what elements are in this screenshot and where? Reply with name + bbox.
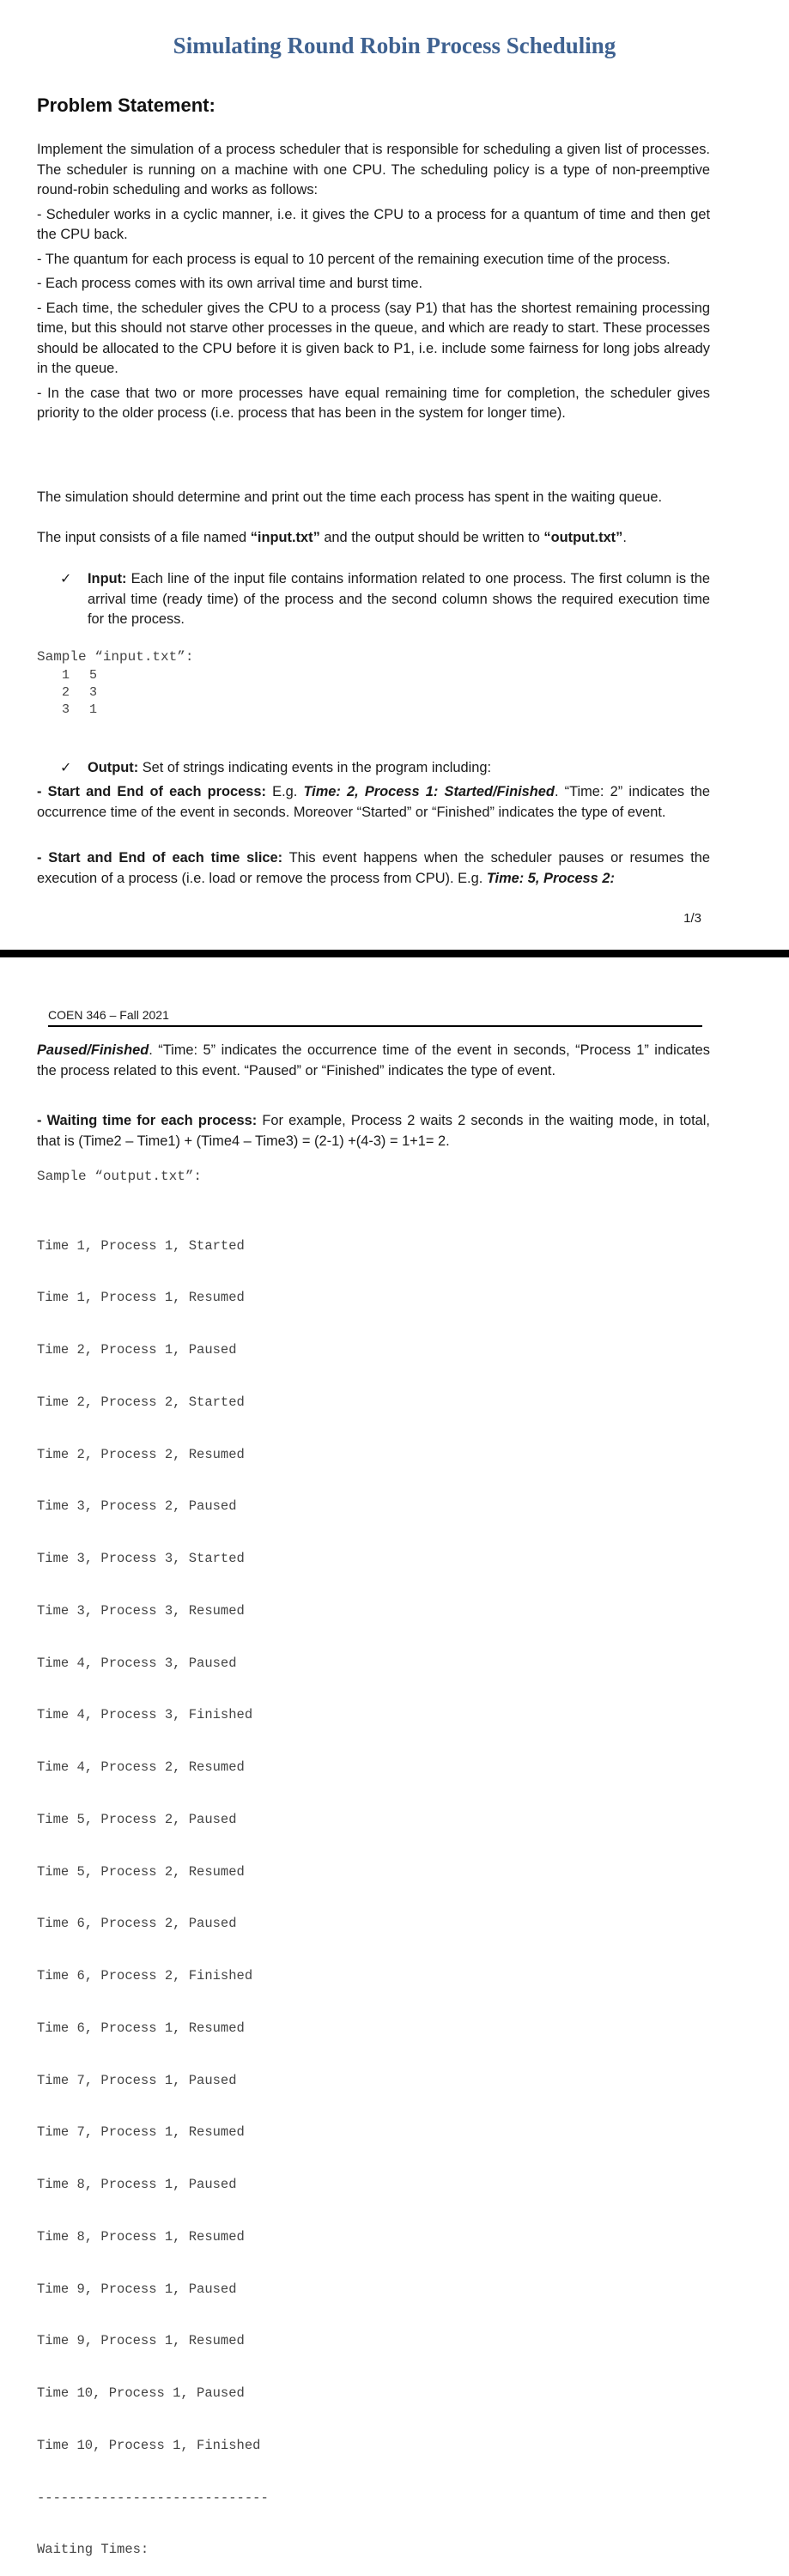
- output-line: Time 2, Process 2, Started: [37, 1394, 245, 1410]
- output-line: Time 6, Process 1, Resumed: [37, 2020, 245, 2036]
- sample-input-table: [62, 667, 117, 719]
- output-line: Time 3, Process 2, Paused: [37, 1498, 237, 1515]
- output-line: Time 4, Process 2, Resumed: [37, 1759, 245, 1775]
- input-row: 3 1: [62, 702, 98, 717]
- page-divider: [0, 950, 789, 957]
- document-page-1: [0, 0, 789, 950]
- output-line: Time 2, Process 2, Resumed: [37, 1446, 245, 1462]
- problem-description: [37, 140, 710, 428]
- output-line: Time 10, Process 1, Finished: [37, 2437, 261, 2453]
- output-line: Time 6, Process 2, Paused: [37, 1916, 237, 1932]
- output-line: Time 2, Process 1, Paused: [37, 1342, 237, 1358]
- output-line: Time 6, Process 2, Finished: [37, 1968, 253, 1984]
- input-row: 1 5: [62, 668, 98, 683]
- output-line: Time 7, Process 1, Paused: [37, 2072, 237, 2088]
- output-line: Time 10, Process 1, Paused: [37, 2385, 245, 2401]
- start-end-process: - Start and End of each process: E.g. Time: 2, Process 1: Started/Finished. “Time: 2” indicates the occurrence time of the event in seconds. Moreover “Started” or “Finished” indicates the type of event.: [37, 784, 710, 820]
- output-line: Time 9, Process 1, Resumed: [37, 2333, 245, 2349]
- output-line: Time 4, Process 3, Paused: [37, 1655, 237, 1671]
- output-divider: -----------------------------: [37, 2489, 269, 2506]
- continued-paragraph: Paused/Finished. “Time: 5” indicates the occurrence time of the event in seconds, “Process 1” indicates the process related to this event. “Paused” or “Finished” indicates the type of event.: [37, 1042, 710, 1078]
- checkmark-icon: ✓: [60, 761, 72, 775]
- checkmark-icon: ✓: [60, 572, 72, 586]
- output-line: Time 4, Process 3, Finished: [37, 1707, 253, 1723]
- output-line: Time 1, Process 1, Started: [37, 1237, 245, 1254]
- example-event: Time: 2, Process 1: Started/Finished: [303, 784, 555, 799]
- simulation-note: The simulation should determine and print out the time each process has spent in the waiting queue.: [37, 489, 662, 505]
- output-line: Time 5, Process 2, Resumed: [37, 1863, 245, 1880]
- sample-input-label: Sample “input.txt”:: [37, 649, 194, 665]
- waiting-times-label: Waiting Times:: [37, 2542, 149, 2558]
- output-item: ✓ Output: Set of strings indicating events in the program including:: [60, 758, 710, 779]
- input-item: ✓ Input: Each line of the input file contains information related to one process. The first column is the arrival time (ready time) of the process and the second column shows the required execution time for the process.: [60, 571, 710, 627]
- io-note: The input consists of a file named “input.txt” and the output should be written to “output.txt”.: [37, 530, 627, 545]
- input-row: 2 3: [62, 685, 98, 700]
- example-event: Time: 5, Process 2:: [486, 870, 615, 886]
- sample-output-listing: [37, 1202, 269, 2576]
- output-line: Time 7, Process 1, Resumed: [37, 2124, 245, 2141]
- document-title: Simulating Round Robin Process Scheduling: [173, 33, 616, 58]
- course-header: COEN 346 – Fall 2021: [48, 1008, 702, 1027]
- intro-paragraph: Implement the simulation of a process scheduler that is responsible for scheduling a given list of processes. The scheduler is running on a machine with one CPU. The scheduling policy is a type of non-preemptive round-robin scheduling and works as follows:: [37, 142, 710, 197]
- rule-item: - In the case that two or more processes have equal remaining time for completion, the scheduler gives priority to the older process (i.e. process that has been in the system for longer time).: [37, 385, 710, 421]
- output-line: Time 3, Process 3, Resumed: [37, 1602, 245, 1619]
- rule-item: - The quantum for each process is equal to 10 percent of the remaining execution time of the process.: [37, 251, 671, 267]
- output-label: Output:: [88, 760, 139, 775]
- rule-item: - Each process comes with its own arrival time and burst time.: [37, 276, 423, 291]
- example-event: Paused/Finished: [37, 1042, 149, 1058]
- output-line: Time 8, Process 1, Resumed: [37, 2228, 245, 2245]
- waiting-time-description: - Waiting time for each process: For example, Process 2 waits 2 seconds in the waiting mode, in total, that is (Time2 – Time1) + (Time4 – Time3) = (2-1) +(4-3) = 1+1= 2.: [37, 1113, 710, 1149]
- input-filename: “input.txt”: [250, 530, 320, 545]
- rule-item: - Scheduler works in a cyclic manner, i.e. it gives the CPU to a process for a quantum of time and then get the CPU back.: [37, 206, 710, 242]
- input-label: Input:: [88, 571, 127, 586]
- output-filename: “output.txt”: [543, 530, 623, 545]
- start-end-slice: - Start and End of each time slice: This event happens when the scheduler pauses or resumes the execution of a process (i.e. load or remove the process from CPU). E.g. Time: 5, Process 2:: [37, 850, 711, 886]
- output-line: Time 9, Process 1, Paused: [37, 2281, 237, 2297]
- sample-output-label: Sample “output.txt”:: [37, 1169, 203, 1184]
- page-number: 1/3: [683, 911, 701, 926]
- output-line: Time 5, Process 2, Paused: [37, 1811, 237, 1827]
- problem-statement-heading: Problem Statement:: [37, 94, 215, 116]
- output-line: Time 1, Process 1, Resumed: [37, 1290, 245, 1306]
- output-line: Time 8, Process 1, Paused: [37, 2177, 237, 2192]
- rule-item: - Each time, the scheduler gives the CPU to a process (say P1) that has the shortest remaining processing time, but this should not starve other processes in the queue, and which are ready to start. These processes should be allocated to the CPU before it is given back to P1, i.e. include some fairness for long jobs already in the queue.: [37, 300, 710, 376]
- output-line: Time 3, Process 3, Started: [37, 1551, 245, 1566]
